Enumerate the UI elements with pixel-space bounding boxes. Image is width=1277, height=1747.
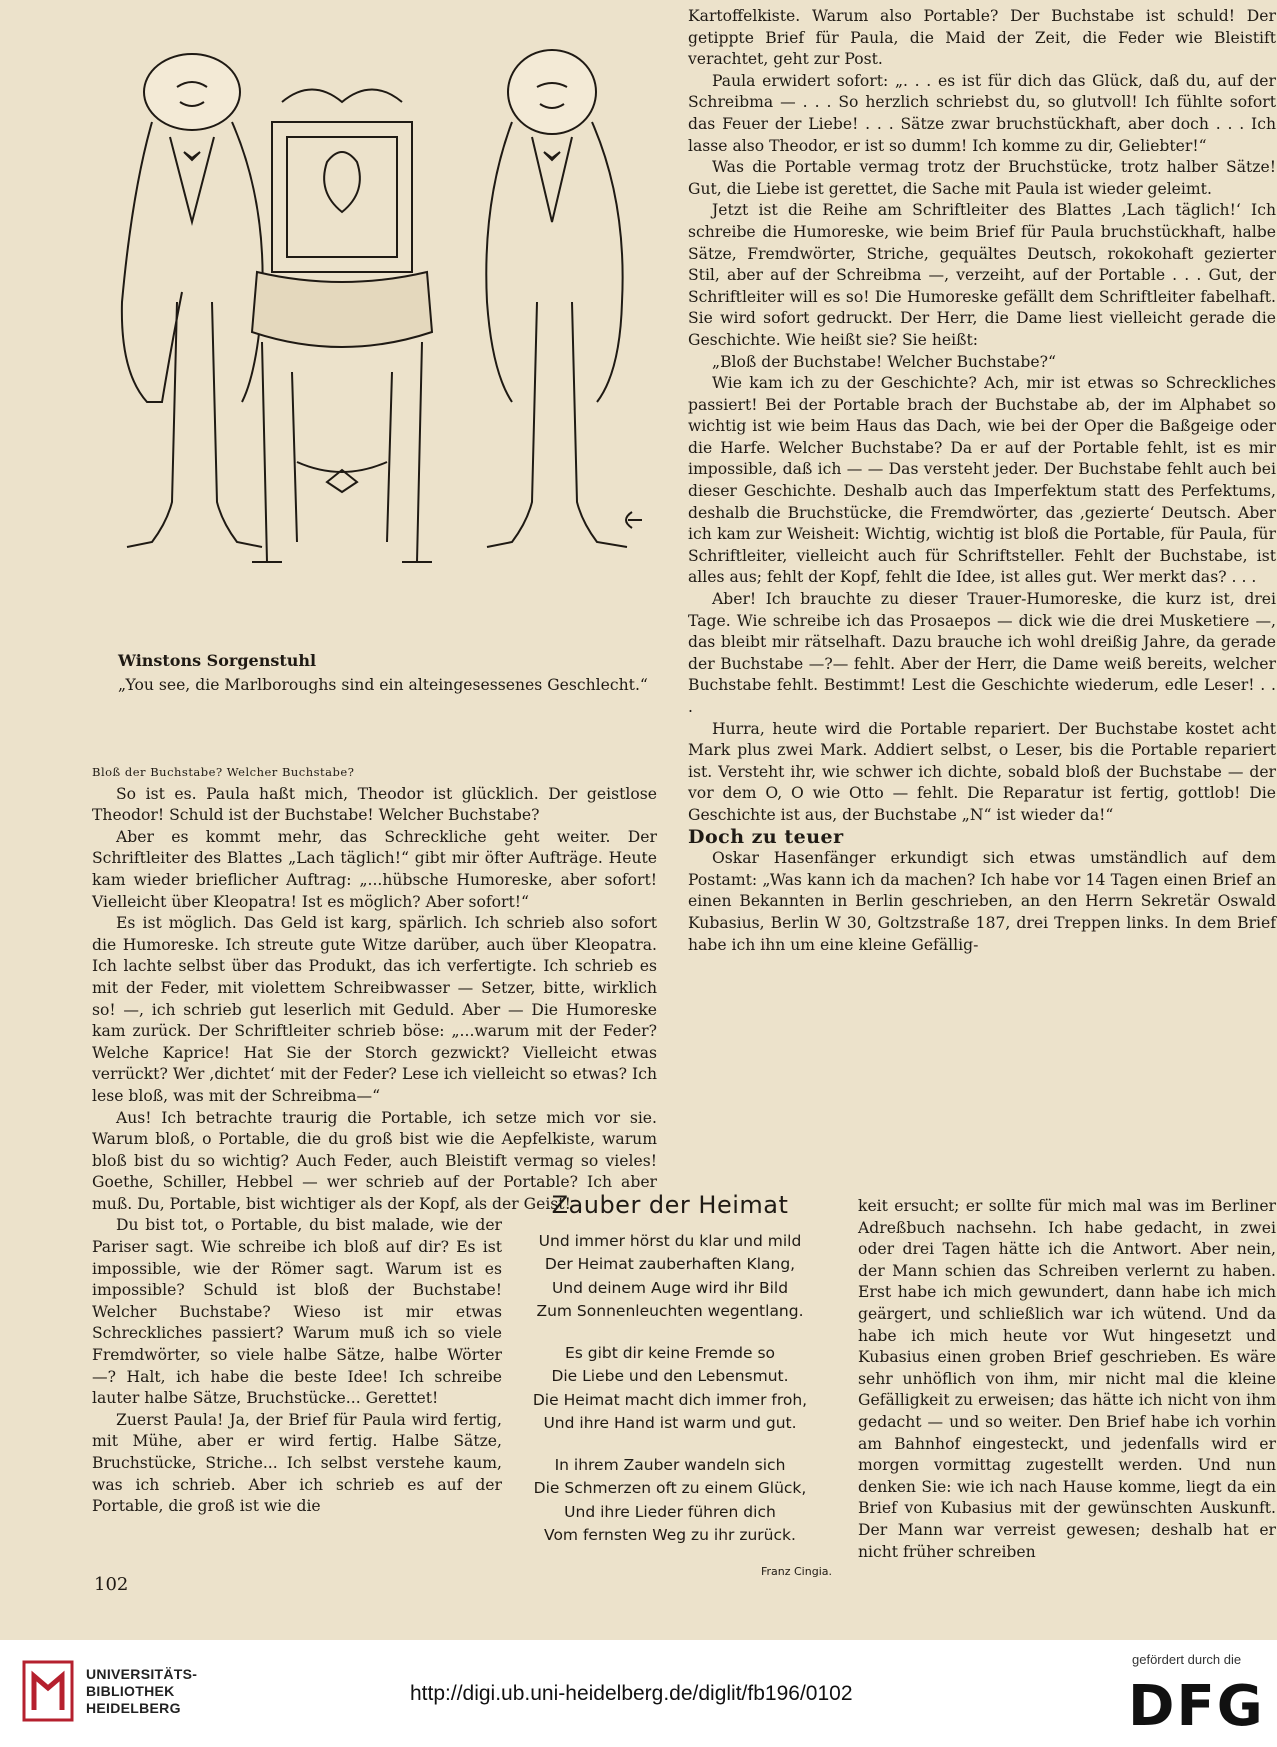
- poem-stanza: [500, 1230, 840, 1324]
- digital-library-link[interactable]: http://digi.ub.uni-heidelberg.de/diglit/fb196/0102: [410, 1682, 853, 1705]
- paragraph: Es ist möglich. Das Geld ist karg, spärlich. Ich schrieb also sofort die Humoreske. Ich streute gute Witze darüber, auch über Kleopatra. Ich lachte selbst über das Produkt, das ich verfertigte. Ich schrieb es mit der Feder, mit violettem Schreibwasser — Setzer, bitte, wirklich so! —, ich schrieb gut leserlich mit Geduld. Aber — Die Humoreske kam zurück. Der Schriftleiter schrieb böse: „...warum mit der Feder? Welche Kaprice! Hat Sie der Storch gezwickt? Vielleicht etwas verrückt? Wer ,dichtet‘ mit der Feder? Lese ich vielleicht so etwas? Ich lese bloß, was mit der Schreibma—“: [92, 914, 657, 1105]
- cartoon-illustration: [92, 42, 657, 624]
- left-figure: [122, 54, 263, 547]
- poem-line: Es gibt dir keine Fremde so: [564, 1343, 776, 1362]
- paragraph: Kartoffelkiste. Warum also Portable? Der Buchstabe ist schuld! Der getippte Brief für Paula, die Maid der Zeit, die Feder wie Bleistift verachtet, geht zur Post.: [688, 7, 1276, 69]
- poem-line: Und deinem Auge wird ihr Bild: [551, 1278, 789, 1297]
- paragraph: „Bloß der Buchstabe! Welcher Buchstabe?“: [712, 352, 1056, 371]
- poem-title: Zauber der Heimat: [551, 1191, 789, 1219]
- article-subheading: Bloß der Buchstabe? Welcher Buchstabe?: [92, 765, 355, 779]
- poem-line: Und ihre Lieder führen dich: [564, 1502, 776, 1521]
- paragraph: Zuerst Paula! Ja, der Brief für Paula wird fertig, mit Mühe, aber er wird fertig. Halbe Sätze, Bruchstücke, Striche... Ich selbst verstehe kaum, was ich schrieb. Aber ich schrieb es auf der Portable, die groß ist wie die: [92, 1410, 502, 1516]
- right-figure: [486, 50, 642, 547]
- page-number: 102: [94, 1574, 129, 1595]
- section-title: Doch zu teuer: [688, 825, 844, 848]
- paragraph: Aber es kommt mehr, das Schreckliche geht weiter. Der Schriftleiter des Blattes „Lach täglich!“ gibt mir öfter Aufträge. Heute kam wieder brieflicher Auftrag: „...hübsche Humoreske, aber sofort! Vielleicht über Kleopatra! Ist es möglich? Aber sofort!“: [92, 827, 657, 911]
- library-name-line: BIBLIOTHEK: [86, 1683, 175, 1699]
- paragraph: Paula erwidert sofort: „. . . es ist für dich das Glück, daß du, auf der Schreibma — . . . So herzlich schriebst du, so glutvoll! Ich fühlte sofort das Feuer der Liebe! . . . Sätze zwar bruchstückhaft, aber doch . . . Ich lasse also Theodor, er ist so dumm! Ich komme zu dir, Geliebter!“: [688, 71, 1276, 155]
- paragraph: Wie kam ich zu der Geschichte? Ach, mir ist etwas so Schreckliches passiert! Bei der Portable brach der Buchstabe ab, der im Alphabet so wichtig ist wie beim Haus das Dach, wie bei der Oper die Baßgeige oder die Harfe. Welcher Buchstabe? Da er auf der Portable fehlt, ist es mir impossible, daß ich — — Das versteht jeder. Der Buchstabe fehlt auch bei dieser Geschichte. Deshalb auch das Imperfektum statt des Perfektums, deshalb die Bruchstücke, die Fremdwörter, das ,gezierte‘ Deutsch. Aber ich kam zur Weisheit: Wichtig, wichtig ist bloß die Portable, für Paula, für Schriftleiter, vielleicht auch für Schriftsteller. Fehlt der Buchstabe, ist alles aus; fehlt der Kopf, fehlt die Idee, ist alles gut. Wer merkt das? . . .: [688, 374, 1276, 587]
- poem-stanza: [500, 1342, 840, 1436]
- poem-line: Die Liebe und den Lebensmut.: [551, 1367, 789, 1385]
- poem-line: Und ihre Hand ist warm und gut.: [543, 1414, 797, 1432]
- paragraph: Was die Portable vermag trotz der Bruchstücke, trotz halber Sätze! Gut, die Liebe ist gerettet, die Sache mit Paula ist wieder geleimt.: [688, 158, 1276, 198]
- poem: [500, 1191, 840, 1583]
- library-logo-icon: [22, 1660, 74, 1722]
- right-wrap-column: [858, 1196, 1276, 1563]
- funding-label: gefördert durch die: [1132, 1652, 1242, 1667]
- paragraph: Oskar Hasenfänger erkundigt sich etwas umständlich auf dem Postamt: „Was kann ich da machen? Ich habe vor 14 Tagen einen Brief an einen Bekannten in Berlin geschrieben, an den Herrn Sekretär Oswald Kubasius, Berlin W 30, Goltzstraße 187, drei Treppen links. In dem Brief habe ich ihn um eine kleine Gefällig-: [688, 849, 1276, 954]
- poem-author: Franz Cingia.: [760, 1564, 832, 1578]
- paragraph: Aber! Ich brauchte zu dieser Trauer-Humoreske, die kurz ist, drei Tage. Wie schreibe ich das Prosaepos — dick wie die drei Musketiere —, das bleibt mir rätselhaft. Dazu brauche ich wohl dreißig Jahre, da gerade der Buchstabe —?— fehlt. Aber der Herr, die Dame weiß bereits, welcher Buchstabe fehlt. Bestimmt! Lest die Geschichte wiederum, edle Leser! . . .: [688, 590, 1276, 716]
- poem-line: In ihrem Zauber wandeln sich: [554, 1455, 786, 1474]
- chair: [252, 90, 432, 563]
- paragraph: Hurra, heute wird die Portable repariert. Der Buchstabe kostet acht Mark plus zwei Mark. Addiert selbst, o Leser, bis die Portable repariert ist. Versteht ihr, wie schwer ich dichte, sobald bloß der Buchstabe — der vor dem O, O wie Otto — fehlt. Die Reparatur ist fertig, gottlob! Die Geschichte ist aus, der Buchstabe „N“ ist wieder da!“: [688, 719, 1276, 824]
- paragraph: Aus! Ich betrachte traurig die Portable, ich setze mich vor sie. Warum bloß, o Portable, die du groß bist wie die Aepfelkiste, warum bloß bist du so wichtig? Auch Feder, auch Bleistift vermag so vieles! Goethe, Schiller, Hebbel — wer schrieb auf der Portable? Ich aber muß. Du, Portable, bist wichtiger als der Kopf, als der Geist!: [92, 1108, 657, 1213]
- narrow-block: [92, 1215, 502, 1517]
- paragraph: keit ersucht; er sollte für mich mal was im Berliner Adreßbuch nachsehn. Ich habe gedacht, in zwei oder drei Tagen hätte ich die Antwort. Aber nein, der Mann schien das Schreiben verlernt zu haben. Erst habe ich mich gewundert, dann habe ich mich geärgert, und schließlich war ich wütend. Und da habe ich mich heute vor Wut hingesetzt und Kubasius einen groben Brief geschrieben. Es wäre sehr unhöflich von ihm, mir nicht mal die kleine Gefälligkeit zu erweisen; das hätte ich nicht von ihm gedacht — und so weiter. Den Brief habe ich vorhin am Bahnhof eingesteckt, und jedenfalls wird er morgen vormittag zugestellt werden. Und nun denken Sie: wie ich nach Hause komme, liegt da ein Brief von Kubasius mit der gewünschten Auskunft. Der Mann war verreist gewesen; deshalb hat er nicht früher schreiben: [858, 1197, 1276, 1561]
- poem-stanza: [500, 1454, 840, 1548]
- caption-quote: „You see, die Marlboroughs sind ein alteingesessenes Geschlecht.“: [118, 676, 648, 694]
- library-name: [86, 1666, 197, 1717]
- right-column: [688, 6, 1276, 956]
- poem-line: Und immer hörst du klar und mild: [538, 1231, 802, 1250]
- library-name-line: UNIVERSITÄTS-: [86, 1666, 198, 1682]
- footer-bar: [0, 1640, 1277, 1747]
- paragraph: So ist es. Paula haßt mich, Theodor ist glücklich. Der geistlose Theodor! Schuld ist der Buchstabe! Welcher Buchstabe?: [92, 784, 657, 825]
- paragraph: Du bist tot, o Portable, du bist malade, wie der Pariser sagt. Wie schreibe ich bloß auf dir? Es ist impossible, wie der Römer sagt. Warum ist es impossible? Schuld ist bloß der Buchstabe! Welcher Buchstabe? Wieso ist mir etwas Schreckliches passiert? Warum muß ich so viele Fremdwörter, so viele halbe Sätze, halbe Wörter —? Halt, ich habe die beste Idee! Ich schreibe lauter halbe Sätze, Bruchstücke... Gerettet!: [92, 1216, 502, 1408]
- poem-line: Die Schmerzen oft zu einem Glück,: [533, 1479, 807, 1497]
- dfg-logo: DFG: [1128, 1674, 1265, 1739]
- paragraph: Jetzt ist die Reihe am Schriftleiter des Blattes ,Lach täglich!‘ Ich schreibe die Humoreske, wie beim Brief für Paula bruchstückhaft, halbe Sätze, Fremdwörter, Striche, gequältes Deutsch, rokokohaft gezierter Stil, aber auf der Schreibma —, verzeiht, auf der Portable . . . Gut, der Schriftleiter will es so! Die Humoreske gefällt dem Schriftleiter fabelhaft. Sie wird sofort gedruckt. Der Herr, die Dame liest vielleicht gerade die Geschichte. Wie heißt sie? Sie heißt:: [688, 201, 1276, 349]
- poem-line: Zum Sonnenleuchten wegentlang.: [536, 1302, 804, 1320]
- caption-title: Winstons Sorgenstuhl: [118, 651, 317, 670]
- library-name-line: HEIDELBERG: [86, 1700, 181, 1716]
- poem-line: Der Heimat zauberhaften Klang,: [544, 1255, 796, 1273]
- poem-line: Vom fernsten Weg zu ihr zurück.: [544, 1526, 796, 1544]
- poem-line: Die Heimat macht dich immer froh,: [532, 1390, 808, 1409]
